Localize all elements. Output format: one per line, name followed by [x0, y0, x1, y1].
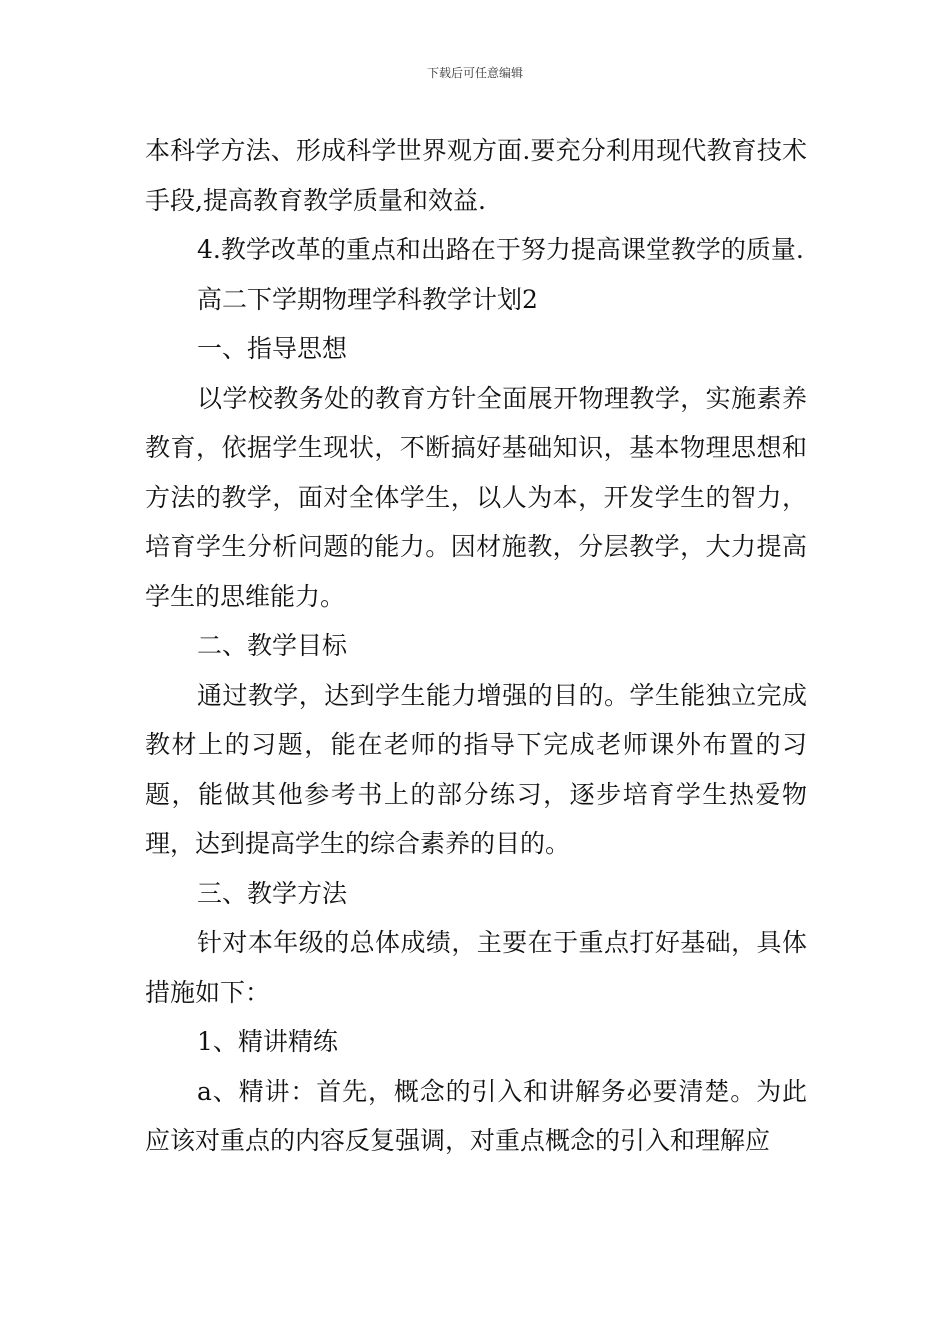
- paragraph-guiding-ideology: 以学校教务处的教育方针全面展开物理教学，实施素养教育，依据学生现状，不断搞好基础知识，基本物理思想和方法的教学，面对全体学生，以人为本，开发学生的智力，培育学生分析问题的能力。因材施教，分层教学，大力提高学生的思维能力。: [145, 383, 807, 611]
- document-body: [145, 126, 807, 1166]
- heading-teaching-methods: 三、教学方法: [197, 878, 348, 908]
- section-title: 高二下学期物理学科教学计划2: [197, 284, 538, 314]
- paragraph-lecture: a、精讲：首先，概念的引入和讲解务必要清楚。为此应该对重点的内容反复强调，对重点概念的引入和理解应: [145, 1076, 807, 1155]
- page-header: 下载后可任意编辑: [426, 66, 523, 80]
- subheading-lecture-practice: 1、精讲精练: [197, 1027, 338, 1056]
- paragraph-1: 本科学方法、形成科学世界观方面.要充分利用现代教育技术手段,提高教育教学质量和效益.: [145, 136, 807, 215]
- paragraph-2: 4.教学改革的重点和出路在于努力提高课堂教学的质量.: [197, 235, 804, 264]
- heading-teaching-goals: 二、教学目标: [197, 631, 348, 660]
- paragraph-teaching-goals: 通过教学，达到学生能力增强的目的。学生能独立完成教材上的习题，能在老师的指导下完成老师课外布置的习题，能做其他参考书上的部分练习，逐步培育学生热爱物理，达到提高学生的综合素养的目的。: [145, 680, 807, 858]
- paragraph-teaching-methods: 针对本年级的总体成绩，主要在于重点打好基础，具体措施如下：: [145, 928, 807, 1007]
- heading-guiding-ideology: 一、指导思想: [197, 334, 348, 363]
